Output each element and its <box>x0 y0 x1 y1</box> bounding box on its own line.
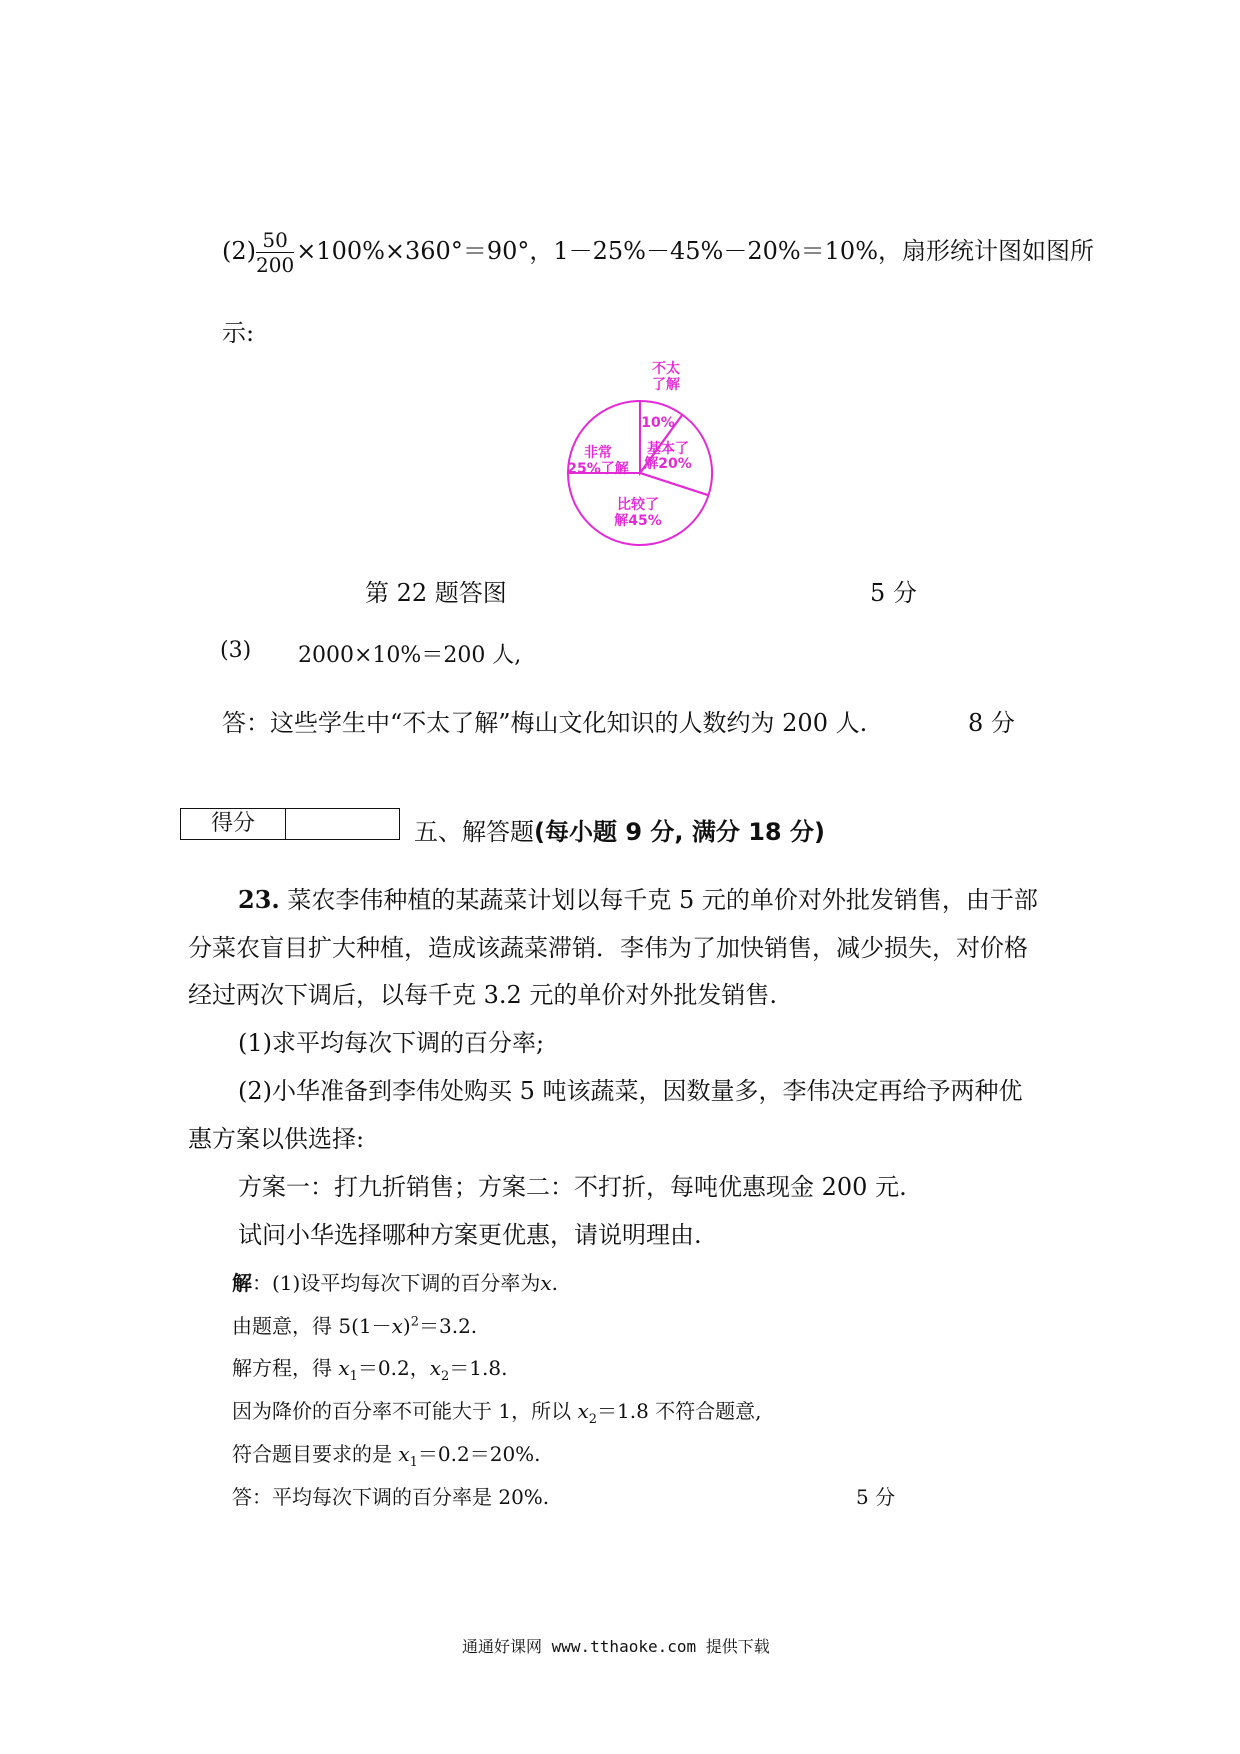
pie-chart <box>560 355 720 560</box>
solution-end-1: . <box>551 1271 558 1295</box>
section-title-plain: 五、解答题 <box>414 818 534 846</box>
var-x: x <box>577 1399 589 1423</box>
solution-text-3a: 解方程，得 <box>232 1356 339 1380</box>
part2-label: (2) <box>222 237 256 265</box>
q23-number: 23. <box>238 885 280 914</box>
solution-line2 <box>232 1310 477 1339</box>
solution-line1 <box>232 1267 558 1296</box>
fraction-numerator: 50 <box>256 230 294 253</box>
pie-labels <box>567 360 692 529</box>
pie-label-1-top: 不太 <box>652 361 680 377</box>
figure-score: 5 分 <box>870 579 917 607</box>
q23-line2: 分菜农盲目扩大种植，造成该蔬菜滞销．李伟为了加快销售，减少损失，对价格 <box>188 934 1028 962</box>
solution-line6: 答：平均每次下调的百分率是 20%. <box>232 1485 550 1509</box>
var-x: x <box>540 1271 552 1295</box>
q23-plans: 方案一：打九折销售；方案二：不打折，每吨优惠现金 200 元. <box>238 1173 907 1201</box>
var-x: x <box>391 1314 403 1338</box>
solution-text-4b: ＝1.8 不符合题意, <box>597 1399 762 1423</box>
part3-score: 8 分 <box>968 709 1015 737</box>
var-x: x <box>429 1356 442 1380</box>
solution-text-4a: 因为降价的百分率不可能大于 1，所以 <box>232 1399 578 1423</box>
solution-line4 <box>232 1395 762 1427</box>
pie-label-1-pct: 10% <box>641 415 675 431</box>
var-x: x <box>398 1442 410 1466</box>
solution-text-2b: ) <box>402 1314 411 1338</box>
solution-line5 <box>232 1438 541 1470</box>
solution-text-2a: 由题意，得 5(1－ <box>232 1314 392 1338</box>
solution-text-3c: ＝1.8. <box>449 1356 508 1380</box>
solution-text-1: ：(1)设平均每次下调的百分率为 <box>252 1271 541 1295</box>
q23-sub2b: 惠方案以供选择: <box>188 1125 365 1153</box>
score-blank <box>286 809 399 839</box>
subscript-1: 1 <box>349 1369 358 1384</box>
part2-line <box>222 230 1094 275</box>
solution-text-3b: ＝0.2， <box>357 1356 430 1380</box>
figure-caption: 第 22 题答图 <box>365 579 507 607</box>
score-label: 得分 <box>181 809 286 839</box>
q23-ask: 试问小华选择哪种方案更优惠，请说明理由. <box>238 1221 702 1249</box>
pie-label-2-bottom: 解20% <box>644 456 692 472</box>
q23-line3: 经过两次下调后，以每千克 3.2 元的单价对外批发销售. <box>188 981 778 1009</box>
solution-text-5b: ＝0.2＝20%. <box>417 1442 541 1466</box>
fraction <box>256 230 294 275</box>
part2-line2: 示: <box>222 319 255 347</box>
q23-sub1: (1)求平均每次下调的百分率; <box>238 1029 545 1057</box>
section-title <box>414 812 825 847</box>
q23-sub2a: (2)小华准备到李伟处购买 5 吨该蔬菜，因数量多，李伟决定再给予两种优 <box>238 1077 1023 1105</box>
subscript-1: 1 <box>409 1455 418 1470</box>
solution-line3 <box>232 1352 507 1384</box>
pie-label-1-bottom: 了解 <box>652 377 680 393</box>
part3-label: (3) <box>220 638 252 663</box>
pie-label-4-bottom: 25%了解 <box>567 461 629 477</box>
part2-text: ×100%×360°＝90°，1－25%－45%－20%＝10%，扇形统计图如图所 <box>296 237 1095 265</box>
solution-label: 解 <box>232 1271 252 1295</box>
pie-label-3-bottom: 解45% <box>614 513 662 529</box>
part3-formula: 2000×10%＝200 人, <box>298 643 522 668</box>
solution-text-2c: ＝3.2. <box>418 1314 478 1338</box>
part3-answer: 答：这些学生中“不太了解”梅山文化知识的人数约为 200 人. <box>222 709 868 737</box>
var-x: x <box>338 1356 350 1380</box>
footer-text: 通通好课网 www.tthaoke.com 提供下载 <box>462 1637 770 1656</box>
solution-text-5a: 符合题目要求的是 <box>232 1442 399 1466</box>
q23-line1 <box>238 880 1038 915</box>
q23-text-1: 菜农李伟种植的某蔬菜计划以每千克 5 元的单价对外批发销售，由于部 <box>287 886 1038 914</box>
subscript-2: 2 <box>441 1369 450 1384</box>
section-title-bold: (每小题 9 分, 满分 18 分) <box>534 818 825 846</box>
pie-label-2-top: 基本了 <box>647 441 689 457</box>
score-table <box>180 808 400 840</box>
pie-label-4-top: 非常 <box>584 445 612 461</box>
fraction-denominator: 200 <box>256 253 295 277</box>
exponent: 2 <box>410 1314 419 1330</box>
solution-score: 5 分 <box>856 1485 896 1509</box>
subscript-2: 2 <box>588 1412 598 1427</box>
pie-label-3-top: 比较了 <box>617 497 659 513</box>
